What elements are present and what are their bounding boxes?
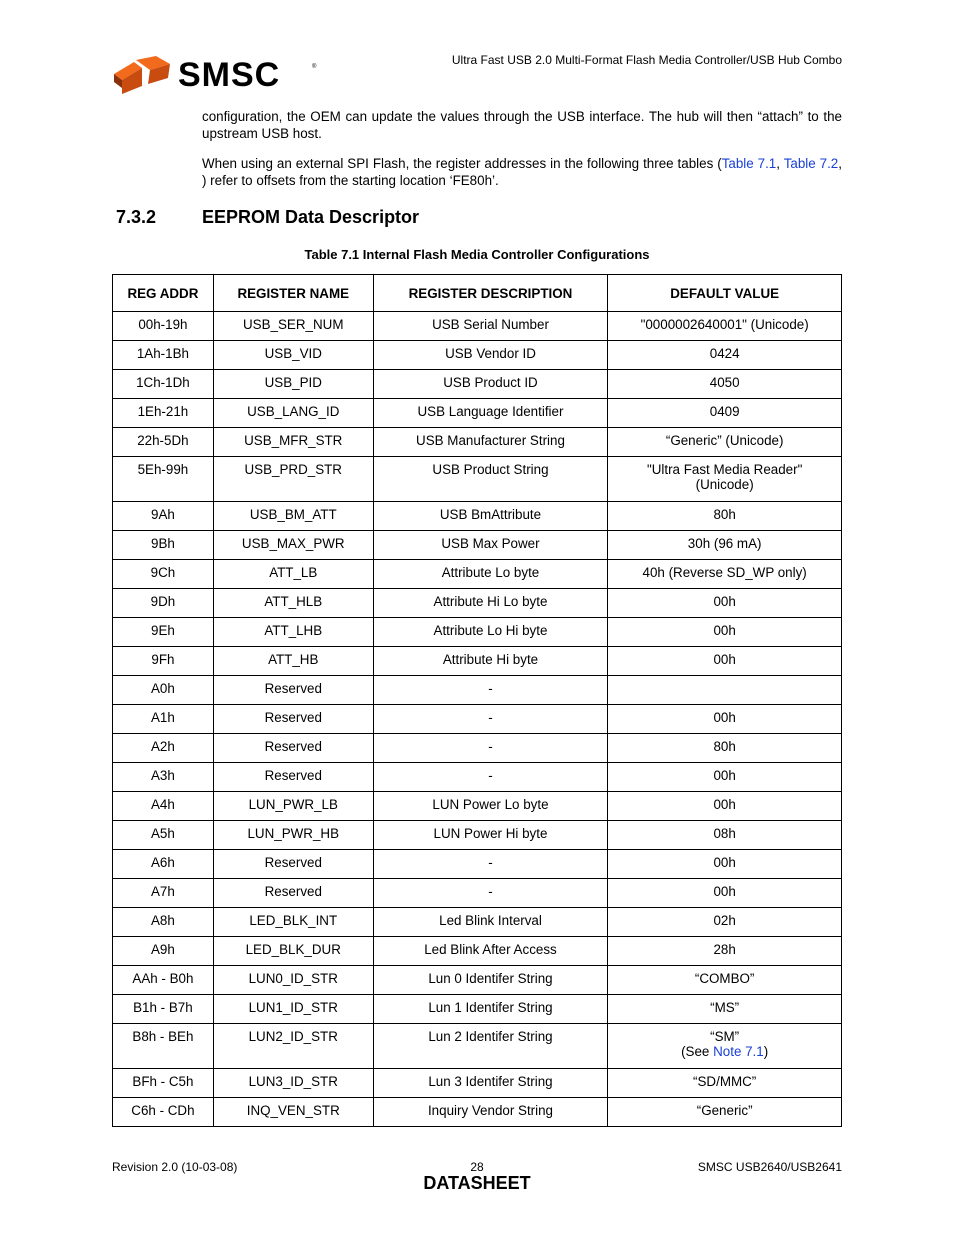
footer-datasheet-label: DATASHEET (423, 1173, 531, 1193)
table-row (113, 879, 842, 908)
cell-register-description: Attribute Lo Hi byte (373, 618, 608, 647)
cell-register-name: Reserved (213, 705, 373, 734)
section-title: EEPROM Data Descriptor (202, 207, 420, 227)
cell-reg-addr: 1Eh-21h (113, 399, 214, 428)
table-row (113, 399, 842, 428)
intro-paragraph-2: When using an external SPI Flash, the register addresses in the following three tables (Table 7.1, Table 7.2, ) refer to offsets from the starting location ‘FE80h’. (202, 156, 842, 188)
cell-register-name: INQ_VEN_STR (213, 1098, 373, 1127)
cell-default-value: 4050 (608, 370, 842, 399)
cell-default-value (608, 676, 842, 705)
cell-default-value: 00h (608, 589, 842, 618)
table-row (113, 618, 842, 647)
table-header-row (113, 275, 842, 312)
cell-register-name: LUN1_ID_STR (213, 995, 373, 1024)
cell-default-value: "0000002640001" (Unicode) (608, 312, 842, 341)
cell-reg-addr: 9Eh (113, 618, 214, 647)
cell-reg-addr: A5h (113, 821, 214, 850)
table-7-2-link[interactable]: Table 7.2 (783, 156, 839, 171)
cell-register-name: LUN_PWR_HB (213, 821, 373, 850)
cell-register-description: Led Blink After Access (373, 937, 608, 966)
table-row (113, 821, 842, 850)
cell-register-description: Lun 2 Identifer String (373, 1024, 608, 1069)
cell-register-name: Reserved (213, 763, 373, 792)
cell-register-name: LUN_PWR_LB (213, 792, 373, 821)
cell-reg-addr: A4h (113, 792, 214, 821)
cell-register-description: Lun 0 Identifer String (373, 966, 608, 995)
header-default-value: DEFAULT VALUE (608, 275, 842, 312)
cell-default-value: 00h (608, 618, 842, 647)
cell-default-value: 00h (608, 763, 842, 792)
cell-default-value: 00h (608, 879, 842, 908)
footer-page-number: 28 (470, 1160, 484, 1174)
cell-reg-addr: A8h (113, 908, 214, 937)
cell-register-name: Reserved (213, 879, 373, 908)
cell-reg-addr: A1h (113, 705, 214, 734)
cell-register-description: USB Vendor ID (373, 341, 608, 370)
cell-default-value: 00h (608, 850, 842, 879)
cell-register-description: - (373, 763, 608, 792)
cell-default-value: “COMBO” (608, 966, 842, 995)
cell-default-value: 0424 (608, 341, 842, 370)
table-row (113, 792, 842, 821)
cell-register-description: Attribute Hi Lo byte (373, 589, 608, 618)
cell-reg-addr: A0h (113, 676, 214, 705)
cell-register-description: USB Language Identifier (373, 399, 608, 428)
logo-wordmark: SMSC (178, 56, 281, 94)
table-row (113, 560, 842, 589)
cell-register-description: USB Manufacturer String (373, 428, 608, 457)
cell-register-description: - (373, 879, 608, 908)
cell-reg-addr: 9Ah (113, 502, 214, 531)
cell-default-value: 00h (608, 792, 842, 821)
cell-register-description: LUN Power Hi byte (373, 821, 608, 850)
cell-register-description: - (373, 676, 608, 705)
table-row (113, 341, 842, 370)
cell-register-description: Lun 3 Identifer String (373, 1069, 608, 1098)
svg-text:®: ® (312, 64, 317, 70)
cell-default-value: “MS” (608, 995, 842, 1024)
table-row (113, 589, 842, 618)
cell-register-description: Lun 1 Identifer String (373, 995, 608, 1024)
cell-register-name: USB_PRD_STR (213, 457, 373, 502)
cell-reg-addr: C6h - CDh (113, 1098, 214, 1127)
cell-reg-addr: A9h (113, 937, 214, 966)
table-row (113, 647, 842, 676)
cell-reg-addr: A7h (113, 879, 214, 908)
cell-reg-addr: A3h (113, 763, 214, 792)
table-row (113, 995, 842, 1024)
cell-reg-addr: BFh - C5h (113, 1069, 214, 1098)
cell-default-value: 30h (96 mA) (608, 531, 842, 560)
cell-reg-addr: 00h-19h (113, 312, 214, 341)
cell-default-value: "Ultra Fast Media Reader" (Unicode) (608, 457, 842, 502)
cell-register-name: LUN0_ID_STR (213, 966, 373, 995)
cell-default-value: 02h (608, 908, 842, 937)
cell-register-name: LUN3_ID_STR (213, 1069, 373, 1098)
cell-register-name: USB_SER_NUM (213, 312, 373, 341)
logo-mark-icon (114, 56, 170, 94)
cell-register-description: USB Product String (373, 457, 608, 502)
cell-register-description: Attribute Lo byte (373, 560, 608, 589)
cell-register-name: ATT_LHB (213, 618, 373, 647)
table-row (113, 531, 842, 560)
cell-register-name: ATT_HB (213, 647, 373, 676)
intro-paragraph-1: configuration, the OEM can update the values through the USB interface. The hub will then “attach” to the upstream USB host. (202, 109, 842, 141)
cell-register-description: Attribute Hi byte (373, 647, 608, 676)
table-7-1-link[interactable]: Table 7.1 (721, 156, 777, 171)
table-row (113, 1024, 842, 1069)
header-register-description: REGISTER DESCRIPTION (373, 275, 608, 312)
cell-register-name: USB_MFR_STR (213, 428, 373, 457)
cell-register-name: ATT_LB (213, 560, 373, 589)
cell-reg-addr: AAh - B0h (113, 966, 214, 995)
table-row (113, 312, 842, 341)
cell-register-name: ATT_HLB (213, 589, 373, 618)
table-row (113, 676, 842, 705)
cell-reg-addr: 1Ah-1Bh (113, 341, 214, 370)
cell-register-description: Led Blink Interval (373, 908, 608, 937)
register-table (112, 274, 842, 1127)
header-title: Ultra Fast USB 2.0 Multi-Format Flash Media Controller/USB Hub Combo (451, 53, 842, 67)
table-caption: Table 7.1 Internal Flash Media Controller Configurations (304, 247, 650, 262)
cell-register-name: USB_MAX_PWR (213, 531, 373, 560)
cell-reg-addr: 9Bh (113, 531, 214, 560)
cell-register-name: Reserved (213, 676, 373, 705)
cell-reg-addr: 9Fh (113, 647, 214, 676)
header-register-name: REGISTER NAME (213, 275, 373, 312)
cell-register-name: USB_PID (213, 370, 373, 399)
smsc-logo (112, 56, 322, 94)
footer-revision: Revision 2.0 (10-03-08) (112, 1160, 238, 1174)
header-reg-addr: REG ADDR (113, 275, 214, 312)
table-row (113, 502, 842, 531)
cell-reg-addr: A6h (113, 850, 214, 879)
table-row (113, 908, 842, 937)
cell-register-description: - (373, 734, 608, 763)
cell-register-description: USB Product ID (373, 370, 608, 399)
cell-default-value: 80h (608, 734, 842, 763)
cell-default-value: “Generic” (608, 1098, 842, 1127)
cell-register-name: USB_VID (213, 341, 373, 370)
footer-product: SMSC USB2640/USB2641 (697, 1160, 842, 1174)
cell-reg-addr: B8h - BEh (113, 1024, 214, 1069)
table-row (113, 1069, 842, 1098)
cell-default-value: “SM” (See Note 7.1) (608, 1024, 842, 1069)
cell-register-description: USB Serial Number (373, 312, 608, 341)
table-row (113, 734, 842, 763)
table-row (113, 763, 842, 792)
cell-default-value: “Generic” (Unicode) (608, 428, 842, 457)
table-row (113, 1098, 842, 1127)
cell-register-description: - (373, 705, 608, 734)
cell-default-value: 00h (608, 705, 842, 734)
cell-register-name: LUN2_ID_STR (213, 1024, 373, 1069)
cell-register-description: Inquiry Vendor String (373, 1098, 608, 1127)
cell-default-value: 80h (608, 502, 842, 531)
cell-default-value: 08h (608, 821, 842, 850)
table-row (113, 850, 842, 879)
cell-reg-addr: 9Ch (113, 560, 214, 589)
cell-register-description: USB BmAttribute (373, 502, 608, 531)
cell-default-value: 28h (608, 937, 842, 966)
cell-default-value: 00h (608, 647, 842, 676)
table-row (113, 966, 842, 995)
cell-register-name: USB_BM_ATT (213, 502, 373, 531)
cell-reg-addr: 9Dh (113, 589, 214, 618)
cell-register-name: USB_LANG_ID (213, 399, 373, 428)
cell-default-value: “SD/MMC” (608, 1069, 842, 1098)
cell-register-name: Reserved (213, 734, 373, 763)
cell-default-value: 40h (Reverse SD_WP only) (608, 560, 842, 589)
cell-register-description: - (373, 850, 608, 879)
table-row (113, 428, 842, 457)
cell-register-name: Reserved (213, 850, 373, 879)
cell-reg-addr: 5Eh-99h (113, 457, 214, 502)
cell-reg-addr: B1h - B7h (113, 995, 214, 1024)
cell-register-description: USB Max Power (373, 531, 608, 560)
cell-reg-addr: 1Ch-1Dh (113, 370, 214, 399)
cell-default-value: 0409 (608, 399, 842, 428)
table-row (113, 457, 842, 502)
cell-register-name: LED_BLK_DUR (213, 937, 373, 966)
table-row (113, 370, 842, 399)
table-row (113, 937, 842, 966)
cell-register-name: LED_BLK_INT (213, 908, 373, 937)
cell-reg-addr: A2h (113, 734, 214, 763)
section-number: 7.3.2 (116, 207, 157, 227)
cell-reg-addr: 22h-5Dh (113, 428, 214, 457)
note-7-1-link[interactable]: Note 7.1 (713, 1044, 764, 1059)
cell-register-description: LUN Power Lo byte (373, 792, 608, 821)
table-row (113, 705, 842, 734)
